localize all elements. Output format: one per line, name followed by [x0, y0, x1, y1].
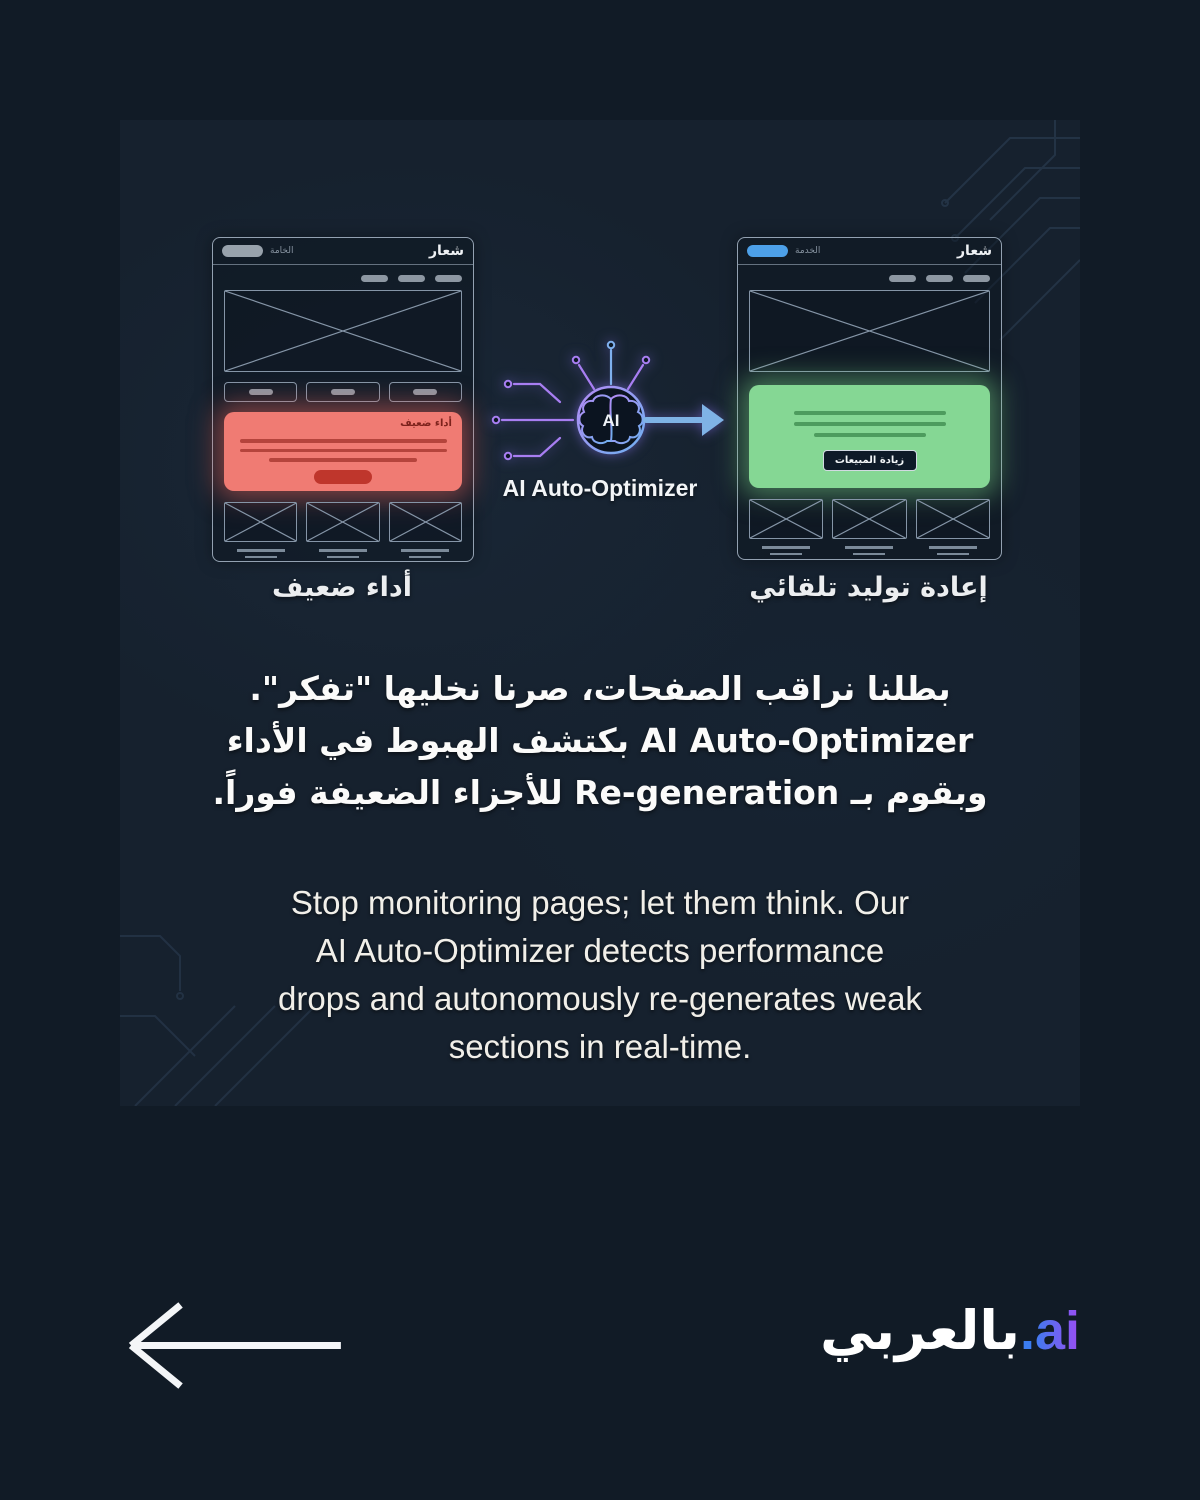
- sales-cta-button: زيادة المبيعات: [823, 450, 917, 471]
- text-line: [845, 546, 893, 549]
- nav-pill: [361, 275, 388, 282]
- text-line: [327, 556, 359, 559]
- text-line: [794, 411, 946, 415]
- english-line: Stop monitoring pages; let them think. Our: [290, 884, 910, 921]
- text-line: [929, 546, 977, 549]
- wireframe-optimized-page: [737, 237, 1002, 560]
- thumbnail-placeholder: [389, 502, 462, 542]
- nav-pill: [889, 275, 916, 282]
- english-body-text: [150, 879, 1050, 1071]
- regenerated-section: [749, 385, 990, 488]
- text-line: [401, 549, 449, 552]
- thumbnail-placeholder: [832, 499, 906, 539]
- wireframe-body: [738, 265, 1001, 555]
- text-line: [770, 553, 802, 556]
- back-arrow-icon[interactable]: [120, 1298, 348, 1393]
- wireframe-header: [738, 238, 1001, 265]
- line-column: [832, 546, 906, 555]
- thumbnail-placeholder: [749, 499, 823, 539]
- card-placeholder: [224, 382, 297, 402]
- english-line: sections in real-time.: [448, 1028, 752, 1065]
- thumbnail-placeholder: [916, 499, 990, 539]
- brand-dot: .: [1019, 1301, 1035, 1361]
- brand-ai-text: ai: [1034, 1301, 1080, 1361]
- text-placeholder-lines: [749, 385, 990, 437]
- nav-pill: [398, 275, 425, 282]
- nav-pill: [963, 275, 990, 282]
- card-pill: [249, 389, 273, 395]
- wireframe-logo-label: شعار: [429, 243, 464, 259]
- thumbnail-row: [749, 499, 990, 539]
- hero-image-placeholder: [749, 290, 990, 372]
- text-line: [853, 553, 885, 556]
- thumbnail-placeholder: [224, 502, 297, 542]
- header-button-placeholder: [222, 245, 263, 257]
- nav-pill: [435, 275, 462, 282]
- right-arrow-icon: [702, 404, 724, 436]
- hero-image-placeholder: [224, 290, 462, 372]
- caption-weak-performance: أداء ضعيف: [271, 572, 413, 603]
- wireframe-header-left: [222, 245, 293, 257]
- weak-cta-placeholder: [314, 470, 372, 484]
- brand-arabic-text: بالعربي: [820, 1299, 1020, 1362]
- header-link-label: الخامة: [270, 246, 294, 256]
- weak-section-label: أداء ضعيف: [400, 418, 452, 429]
- nav-pills-row: [224, 275, 462, 282]
- line-column: [389, 549, 462, 558]
- header-button-placeholder: [747, 245, 788, 257]
- line-column: [224, 549, 297, 558]
- text-line: [794, 422, 946, 426]
- thumbnail-caption-lines: [224, 549, 462, 558]
- ai-icon-text: AI: [602, 411, 620, 430]
- text-line: [237, 549, 285, 552]
- text-line: [319, 549, 367, 552]
- arabic-body-text: [160, 663, 1040, 819]
- wireframe-body: [213, 265, 473, 558]
- card-row: [224, 382, 462, 402]
- wireframe-header-left: [747, 245, 820, 257]
- ai-brain-icon: [478, 332, 730, 488]
- text-line: [814, 433, 926, 437]
- arabic-line: AI Auto-Optimizer بكتشف الهبوط في الأداء: [226, 721, 974, 760]
- card-placeholder: [389, 382, 462, 402]
- wireframe-header: [213, 238, 473, 265]
- text-line: [240, 449, 447, 453]
- arabic-line: بطلنا نراقب الصفحات، صرنا نخليها "تفكر".: [249, 669, 951, 708]
- thumbnail-placeholder: [306, 502, 379, 542]
- text-line: [937, 553, 969, 556]
- card-placeholder: [306, 382, 379, 402]
- header-link-label: الخدمة: [795, 246, 821, 256]
- nav-pills-row: [749, 275, 990, 282]
- weak-section: [224, 412, 462, 491]
- thumbnail-caption-lines: [749, 546, 990, 555]
- wireframe-logo-label: شعار: [957, 243, 992, 259]
- optimizer-label: AI Auto-Optimizer: [502, 475, 698, 501]
- caption-auto-regeneration: إعادة توليد تلقائي: [749, 572, 988, 603]
- card-pill: [331, 389, 355, 395]
- nav-pill: [926, 275, 953, 282]
- arabic-line: وبقوم بـ Re-generation للأجزاء الضعيفة فوراً.: [212, 773, 988, 812]
- line-column: [916, 546, 990, 555]
- line-column: [749, 546, 823, 555]
- poster-panel: [120, 120, 1080, 1106]
- english-line: AI Auto-Optimizer detects performance: [315, 932, 885, 969]
- wireframe-weak-page: [212, 237, 474, 562]
- thumbnail-row: [224, 502, 462, 542]
- line-column: [306, 549, 379, 558]
- text-line: [269, 458, 417, 462]
- text-line: [245, 556, 277, 559]
- brand-logo: [820, 1299, 1080, 1362]
- text-line: [409, 556, 441, 559]
- text-line: [762, 546, 810, 549]
- card-pill: [413, 389, 437, 395]
- text-line: [240, 439, 447, 443]
- english-line: drops and autonomously re-generates weak: [278, 980, 922, 1017]
